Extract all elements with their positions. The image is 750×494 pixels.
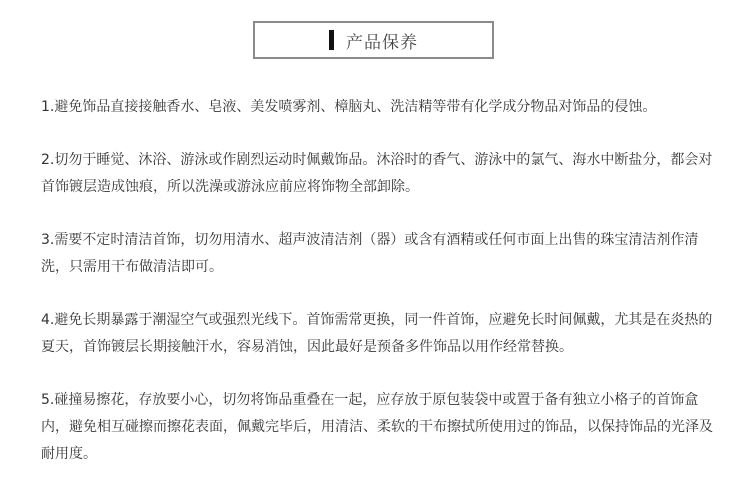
title-accent-bar (329, 30, 334, 50)
care-item-4: 4.避免长期暴露于潮湿空气或强烈光线下。首饰需常更换，同一件首饰，应避免长时间佩戴，尤其是在炎热的夏天，首饰镀层长期接触汗水，容易消蚀，因此最好是预备多件饰品以用作经常替换。 (41, 312, 713, 355)
section-title-box (253, 21, 494, 59)
care-instructions-list (41, 94, 721, 494)
care-item-5: 5.碰撞易擦花，存放要小心，切勿将饰品重叠在一起，应存放于原包装袋中或置于备有独立小格子的首饰盒内，避免相互碰擦而擦花表面，佩戴完毕后，用清洁、柔软的干布擦拭所使用过的饰品，以保持饰品的光泽及耐用度。 (41, 392, 713, 462)
care-item-2: 2.切勿于睡觉、沐浴、游泳或作剧烈运动时佩戴饰品。沐浴时的香气、游泳中的氯气、海水中断盐分，都会对首饰镀层造成蚀痕，所以洗澡或游泳应前应将饰物全部卸除。 (41, 152, 713, 195)
care-item-1: 1.避免饰品直接接触香水、皂液、美发喷雾剂、樟脑丸、洗洁精等带有化学成分物品对饰品的侵蚀。 (41, 99, 657, 115)
section-title: 产品保养 (346, 32, 418, 53)
care-item-3: 3.需要不定时清洁首饰，切勿用清水、超声波清洁剂（器）或含有酒精或任何市面上出售的珠宝清洁剂作清洗，只需用干布做清洁即可。 (41, 232, 699, 275)
